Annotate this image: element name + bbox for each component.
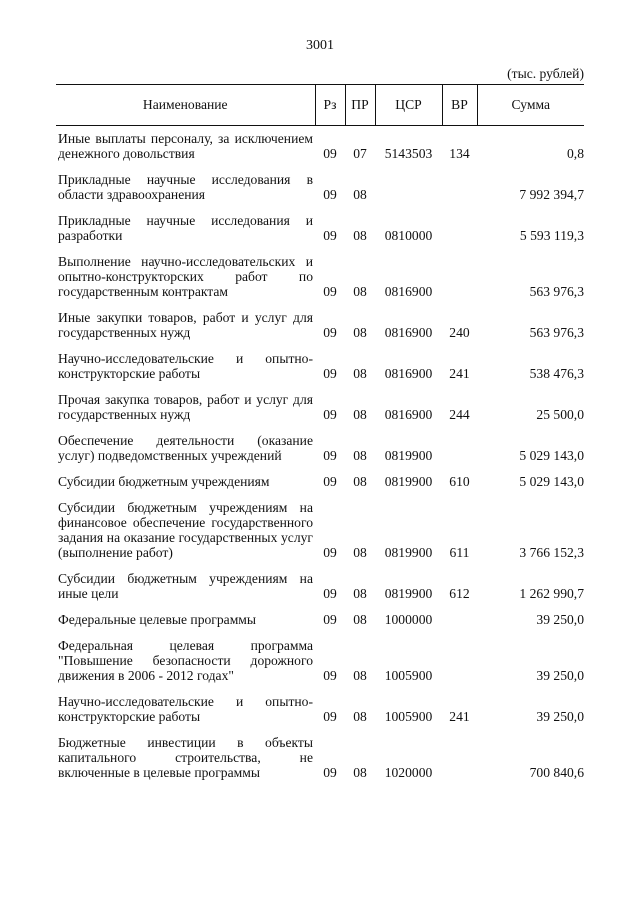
row-sum: 39 250,0 <box>536 668 584 683</box>
row-vr: 612 <box>449 586 470 601</box>
row-vr: 240 <box>449 325 470 340</box>
row-name: Прочая закупка товаров, работ и услуг для государственных нужд <box>58 392 313 422</box>
page-number: 3001 <box>306 38 334 53</box>
budget-table <box>56 84 584 786</box>
row-csr: 1005900 <box>384 668 433 683</box>
table-row <box>56 208 584 249</box>
row-vr: 241 <box>449 366 470 381</box>
row-pr: 08 <box>353 765 367 780</box>
row-rz: 09 <box>323 448 337 463</box>
row-sum: 700 840,6 <box>529 765 584 780</box>
row-pr: 08 <box>353 474 367 489</box>
row-name: Прикладные научные исследования в области здравоохранения <box>58 172 313 202</box>
row-pr: 08 <box>353 668 367 683</box>
row-vr: 610 <box>449 474 470 489</box>
row-name: Научно-исследовательские и опытно-конструкторские работы <box>58 351 313 381</box>
row-csr: 1020000 <box>384 765 433 780</box>
row-name: Субсидии бюджетным учреждениям <box>58 474 270 489</box>
row-pr: 08 <box>353 325 367 340</box>
row-vr <box>442 607 477 633</box>
table-row <box>56 495 584 566</box>
row-name: Иные выплаты персоналу, за исключением денежного довольствия <box>58 131 313 161</box>
row-sum: 25 500,0 <box>536 407 584 422</box>
row-sum: 5 029 143,0 <box>519 448 584 463</box>
row-csr: 5143503 <box>384 146 433 161</box>
row-pr: 08 <box>353 407 367 422</box>
row-sum: 563 976,3 <box>529 284 584 299</box>
table-row <box>56 469 584 495</box>
row-vr <box>442 730 477 786</box>
row-rz: 09 <box>323 407 337 422</box>
row-sum: 5 029 143,0 <box>519 474 584 489</box>
row-vr <box>442 633 477 689</box>
row-pr: 07 <box>353 146 367 161</box>
row-rz: 09 <box>323 146 337 161</box>
row-vr: 244 <box>449 407 470 422</box>
table-row <box>56 607 584 633</box>
row-vr <box>442 249 477 305</box>
row-csr: 0816900 <box>384 284 433 299</box>
row-pr: 08 <box>353 586 367 601</box>
header-rz: Рз <box>315 85 345 126</box>
row-name: Обеспечение деятельности (оказание услуг) подведомственных учреждений <box>58 433 313 463</box>
table-row <box>56 689 584 730</box>
row-rz: 09 <box>323 187 337 202</box>
table-row <box>56 428 584 469</box>
row-sum: 39 250,0 <box>536 612 584 627</box>
row-vr <box>442 208 477 249</box>
row-pr: 08 <box>353 612 367 627</box>
row-pr: 08 <box>353 366 367 381</box>
row-name: Выполнение научно-исследовательских и опытно-конструкторских работ по государственным контрактам <box>58 254 313 299</box>
table-row <box>56 167 584 208</box>
row-vr <box>442 428 477 469</box>
header-name: Наименование <box>56 85 315 126</box>
row-csr: 1000000 <box>384 612 433 627</box>
row-csr <box>375 167 442 208</box>
row-pr: 08 <box>353 284 367 299</box>
header-sum: Сумма <box>477 85 584 126</box>
table-row <box>56 730 584 786</box>
row-name: Субсидии бюджетным учреждениям на иные цели <box>58 571 313 601</box>
row-csr: 0819900 <box>384 545 433 560</box>
row-vr: 134 <box>449 146 470 161</box>
row-sum: 563 976,3 <box>529 325 584 340</box>
row-sum: 538 476,3 <box>529 366 584 381</box>
table-row <box>56 566 584 607</box>
row-rz: 09 <box>323 765 337 780</box>
table-row <box>56 249 584 305</box>
row-vr <box>442 167 477 208</box>
row-csr: 0816900 <box>384 407 433 422</box>
row-csr: 0819900 <box>384 474 433 489</box>
row-name: Прикладные научные исследования и разработки <box>58 213 313 243</box>
row-name: Федеральная целевая программа "Повышение безопасности дорожного движения в 2006 - 2012 годах" <box>58 638 313 683</box>
table-row <box>56 387 584 428</box>
row-rz: 09 <box>323 284 337 299</box>
row-rz: 09 <box>323 325 337 340</box>
table-body <box>56 126 584 787</box>
units-label: (тыс. рублей) <box>507 66 584 81</box>
row-pr: 08 <box>353 545 367 560</box>
row-name: Бюджетные инвестиции в объекты капитального строительства, не включенные в целевые программы <box>58 735 313 780</box>
row-pr: 08 <box>353 187 367 202</box>
table-row <box>56 633 584 689</box>
table-row <box>56 126 584 168</box>
row-sum: 7 992 394,7 <box>519 187 584 202</box>
row-csr: 1005900 <box>384 709 433 724</box>
row-rz: 09 <box>323 709 337 724</box>
row-csr: 0819900 <box>384 586 433 601</box>
row-csr: 0819900 <box>384 448 433 463</box>
row-sum: 1 262 990,7 <box>519 586 584 601</box>
row-rz: 09 <box>323 545 337 560</box>
row-csr: 0816900 <box>384 366 433 381</box>
table-row <box>56 346 584 387</box>
table-header-row <box>56 85 584 126</box>
row-sum: 5 593 119,3 <box>519 228 584 243</box>
row-pr: 08 <box>353 709 367 724</box>
row-sum: 0,8 <box>567 146 584 161</box>
row-name: Иные закупки товаров, работ и услуг для государственных нужд <box>58 310 313 340</box>
row-vr: 611 <box>449 545 470 560</box>
table-row <box>56 305 584 346</box>
row-pr: 08 <box>353 228 367 243</box>
row-pr: 08 <box>353 448 367 463</box>
row-rz: 09 <box>323 366 337 381</box>
row-sum: 3 766 152,3 <box>519 545 584 560</box>
row-csr: 0816900 <box>384 325 433 340</box>
header-vr: ВР <box>442 85 477 126</box>
row-rz: 09 <box>323 612 337 627</box>
row-rz: 09 <box>323 586 337 601</box>
row-name: Субсидии бюджетным учреждениям на финансовое обеспечение государственного задания на оказание государственных услуг (выполнение работ) <box>58 500 313 560</box>
row-vr: 241 <box>449 709 470 724</box>
header-csr: ЦСР <box>375 85 442 126</box>
row-rz: 09 <box>323 228 337 243</box>
row-name: Федеральные целевые программы <box>58 612 257 627</box>
row-rz: 09 <box>323 668 337 683</box>
header-pr: ПР <box>345 85 375 126</box>
row-name: Научно-исследовательские и опытно-конструкторские работы <box>58 694 313 724</box>
row-sum: 39 250,0 <box>536 709 584 724</box>
row-rz: 09 <box>323 474 337 489</box>
row-csr: 0810000 <box>384 228 433 243</box>
